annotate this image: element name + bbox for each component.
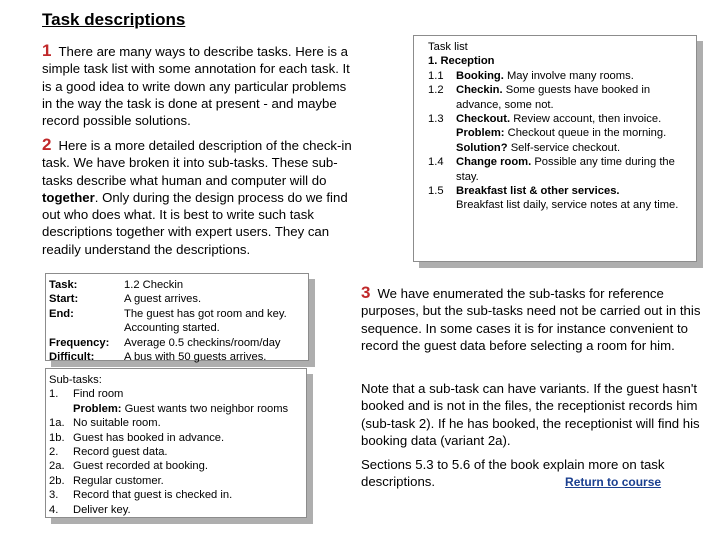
task-list-item (428, 112, 696, 155)
task-number: 1.2 (428, 84, 444, 97)
subtask-number: 1b. (49, 431, 65, 444)
subtask-text: Record that guest is checked in. (73, 489, 233, 502)
subtask-text: No suitable room. (73, 417, 161, 430)
task-field (49, 278, 304, 292)
solution-text: Self-service checkout. (510, 141, 621, 154)
subtask-text: Record guest data. (73, 446, 168, 459)
field-label: End: (49, 307, 74, 320)
field-label: Frequency: (49, 336, 110, 349)
paragraph-text: Here is a more detailed description of the check-in task. We have broken it into sub-tasks. These sub-tasks describe what human and computer will do (42, 138, 352, 188)
task-name: Breakfast list & other services. (456, 185, 620, 198)
subtask-number: 2a. (49, 460, 65, 473)
paragraph-text: We have enumerated the sub-tasks for reference purposes, but the sub-tasks need not be carried out in this sequence. In some cases it is for instance convenient to record the guest data before selecting a room for him. (361, 286, 701, 353)
field-value: The guest has got room and key. Accounting started. (124, 307, 287, 335)
task-name: Checkin. (456, 84, 503, 97)
paragraph-number: 3 (361, 283, 371, 302)
task-number: 1.4 (428, 156, 444, 169)
frequency-field (49, 336, 304, 350)
subtask-number: 2. (49, 446, 59, 459)
subtask-text: Deliver key. (73, 503, 131, 516)
paragraph-text: Note that a sub-task can have variants. If the guest hasn't booked and is not in the files, the receptionist records him (sub-task 2). If he has booked, the receptionist will find his booking data (variant 2a). (361, 381, 700, 448)
task-list-header: Task list (428, 41, 468, 53)
paragraph-text: Sections 5.3 to 5.6 of the book explain more on task descriptions. (361, 457, 665, 490)
task-desc: May involve many rooms. (506, 69, 634, 82)
subtask-row (49, 445, 302, 459)
paragraph-2 (42, 136, 360, 258)
field-label: Task: (49, 279, 78, 291)
field-value: 1.2 Checkin (124, 279, 184, 291)
field-value: Average 0.5 checkins/room/day (124, 336, 281, 349)
task-name: Change room. (456, 156, 532, 169)
problem-label: Problem: (73, 402, 122, 415)
difficult-field (49, 350, 304, 364)
paragraph-3 (361, 284, 701, 354)
paragraph-text: . Only during the design process do we find out who does what. It is best to write such task descriptions together with expert users. They can readily understand the descriptions. (42, 189, 348, 257)
subtask-row (49, 431, 302, 445)
subtasks-box (45, 368, 307, 518)
task-desc: Some guests have booked in advance, some not. (456, 84, 651, 111)
emphasis-text: together (42, 189, 95, 205)
subtask-number: 1. (49, 388, 59, 401)
paragraph-text: There are many ways to describe tasks. Here is a simple task list with some annotation for each task. It is a good idea to write down any particular problems in the way the task is done at present - and maybe record possible solutions. (42, 44, 350, 129)
return-to-course-link[interactable]: Return to course (565, 475, 662, 490)
paragraph-number: 2 (42, 135, 52, 154)
paragraph-number: 1 (42, 41, 52, 60)
task-desc: Breakfast list daily, service notes at any time. (456, 199, 679, 212)
subtask-text: Guest recorded at booking. (73, 460, 208, 473)
paragraph-1 (42, 42, 360, 129)
field-label: Difficult: (49, 351, 95, 364)
subtask-text: Guest has booked in advance. (73, 431, 225, 444)
field-label: Start: (49, 293, 79, 306)
solution-label: Solution? (456, 141, 508, 154)
task-desc: Review account, then invoice. (513, 113, 662, 126)
subtasks-header: Sub-tasks: (49, 374, 102, 386)
problem-label: Problem: (456, 127, 505, 140)
subtask-problem (49, 402, 302, 416)
problem-text: Checkout queue in the morning. (507, 127, 667, 140)
task-list-item (428, 83, 696, 112)
field-value: A bus with 50 guests arrives. (124, 351, 267, 364)
subtask-row (49, 387, 302, 401)
task-list-item (428, 69, 696, 83)
subtask-row (49, 416, 302, 430)
paragraph-4 (361, 380, 701, 449)
start-field (49, 292, 304, 306)
subtask-number: 2b. (49, 474, 65, 487)
task-number: 1.5 (428, 185, 444, 198)
subtask-number: 4. (49, 503, 59, 516)
task-list-box (413, 35, 697, 262)
subtask-row (49, 474, 302, 488)
task-name: Checkout. (456, 113, 511, 126)
page-title: Task descriptions (42, 10, 186, 29)
field-value: A guest arrives. (124, 293, 202, 306)
problem-text: Guest wants two neighbor rooms (124, 402, 289, 415)
task-number: 1.3 (428, 113, 444, 126)
checkin-task-box (45, 273, 309, 364)
task-desc: Possible any time during the stay. (456, 156, 675, 183)
subtask-number: 3. (49, 489, 59, 502)
task-name: Booking. (456, 69, 504, 82)
subtask-text: Find room (73, 388, 124, 401)
paragraph-5 (361, 456, 701, 492)
subtask-row (49, 488, 302, 502)
task-list-section: 1. Reception (428, 55, 495, 68)
task-list-item (428, 184, 696, 213)
end-field (49, 307, 304, 336)
subtask-row (49, 459, 302, 473)
subtask-text: Regular customer. (73, 474, 164, 487)
subtask-row (49, 503, 302, 517)
subtask-number: 1a. (49, 417, 65, 430)
task-number: 1.1 (428, 69, 444, 82)
task-list-item (428, 155, 696, 184)
